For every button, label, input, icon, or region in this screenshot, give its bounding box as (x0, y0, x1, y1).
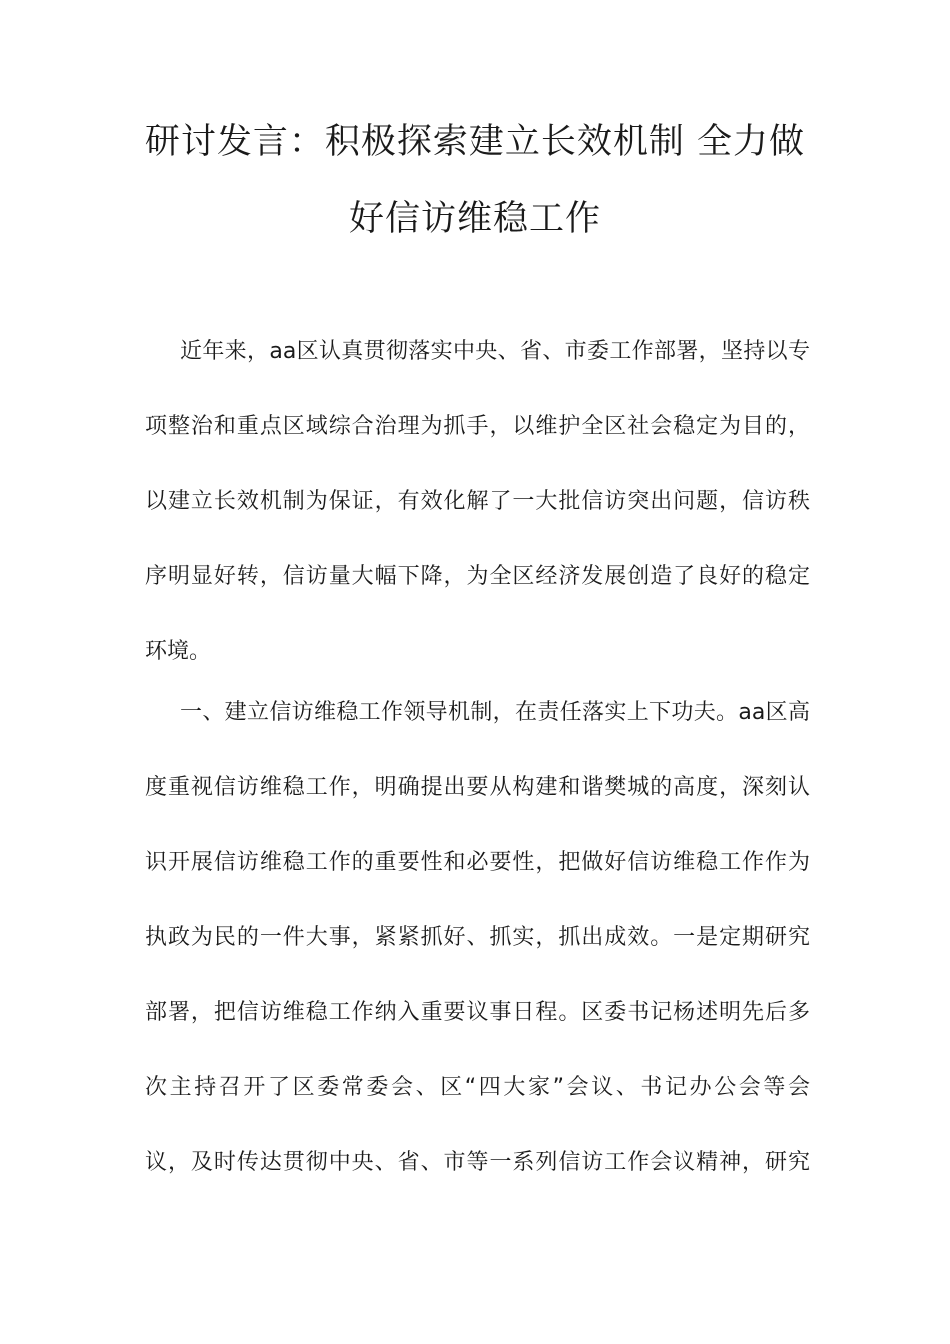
paragraph-line: 项整治和重点区域综合治理为抓手，以维护全区社会稳定为目的， (145, 414, 810, 439)
paragraph-line: 识开展信访维稳工作的重要性和必要性，把做好信访维稳工作作为 (145, 850, 810, 875)
paragraph-line: 部署，把信访维稳工作纳入重要议事日程。区委书记杨述明先后多 (145, 1000, 810, 1025)
paragraph-line: 以建立长效机制为保证，有效化解了一大批信访突出问题，信访秩 (145, 489, 810, 514)
document-title-line-1: 研讨发言：积极探索建立长效机制 全力做 (144, 122, 806, 162)
paragraph-line: 一、建立信访维稳工作领导机制，在责任落实上下功夫。aa区高 (180, 700, 810, 725)
paragraph-line: 近年来，aa区认真贯彻落实中央、省、市委工作部署，坚持以专 (180, 339, 810, 364)
paragraph-line: 议，及时传达贯彻中央、省、市等一系列信访工作会议精神，研究 (145, 1150, 810, 1175)
document-title-line-2: 好信访维稳工作 (348, 199, 601, 239)
paragraph-line: 次主持召开了区委常委会、区“四大家”会议、书记办公会等会 (145, 1075, 810, 1100)
paragraph-line: 执政为民的一件大事，紧紧抓好、抓实，抓出成效。一是定期研究 (145, 925, 810, 950)
paragraph-line: 度重视信访维稳工作，明确提出要从构建和谐樊城的高度，深刻认 (145, 775, 810, 800)
paragraph-line: 环境。 (145, 639, 212, 664)
paragraph-line: 序明显好转，信访量大幅下降，为全区经济发展创造了良好的稳定 (145, 564, 810, 589)
